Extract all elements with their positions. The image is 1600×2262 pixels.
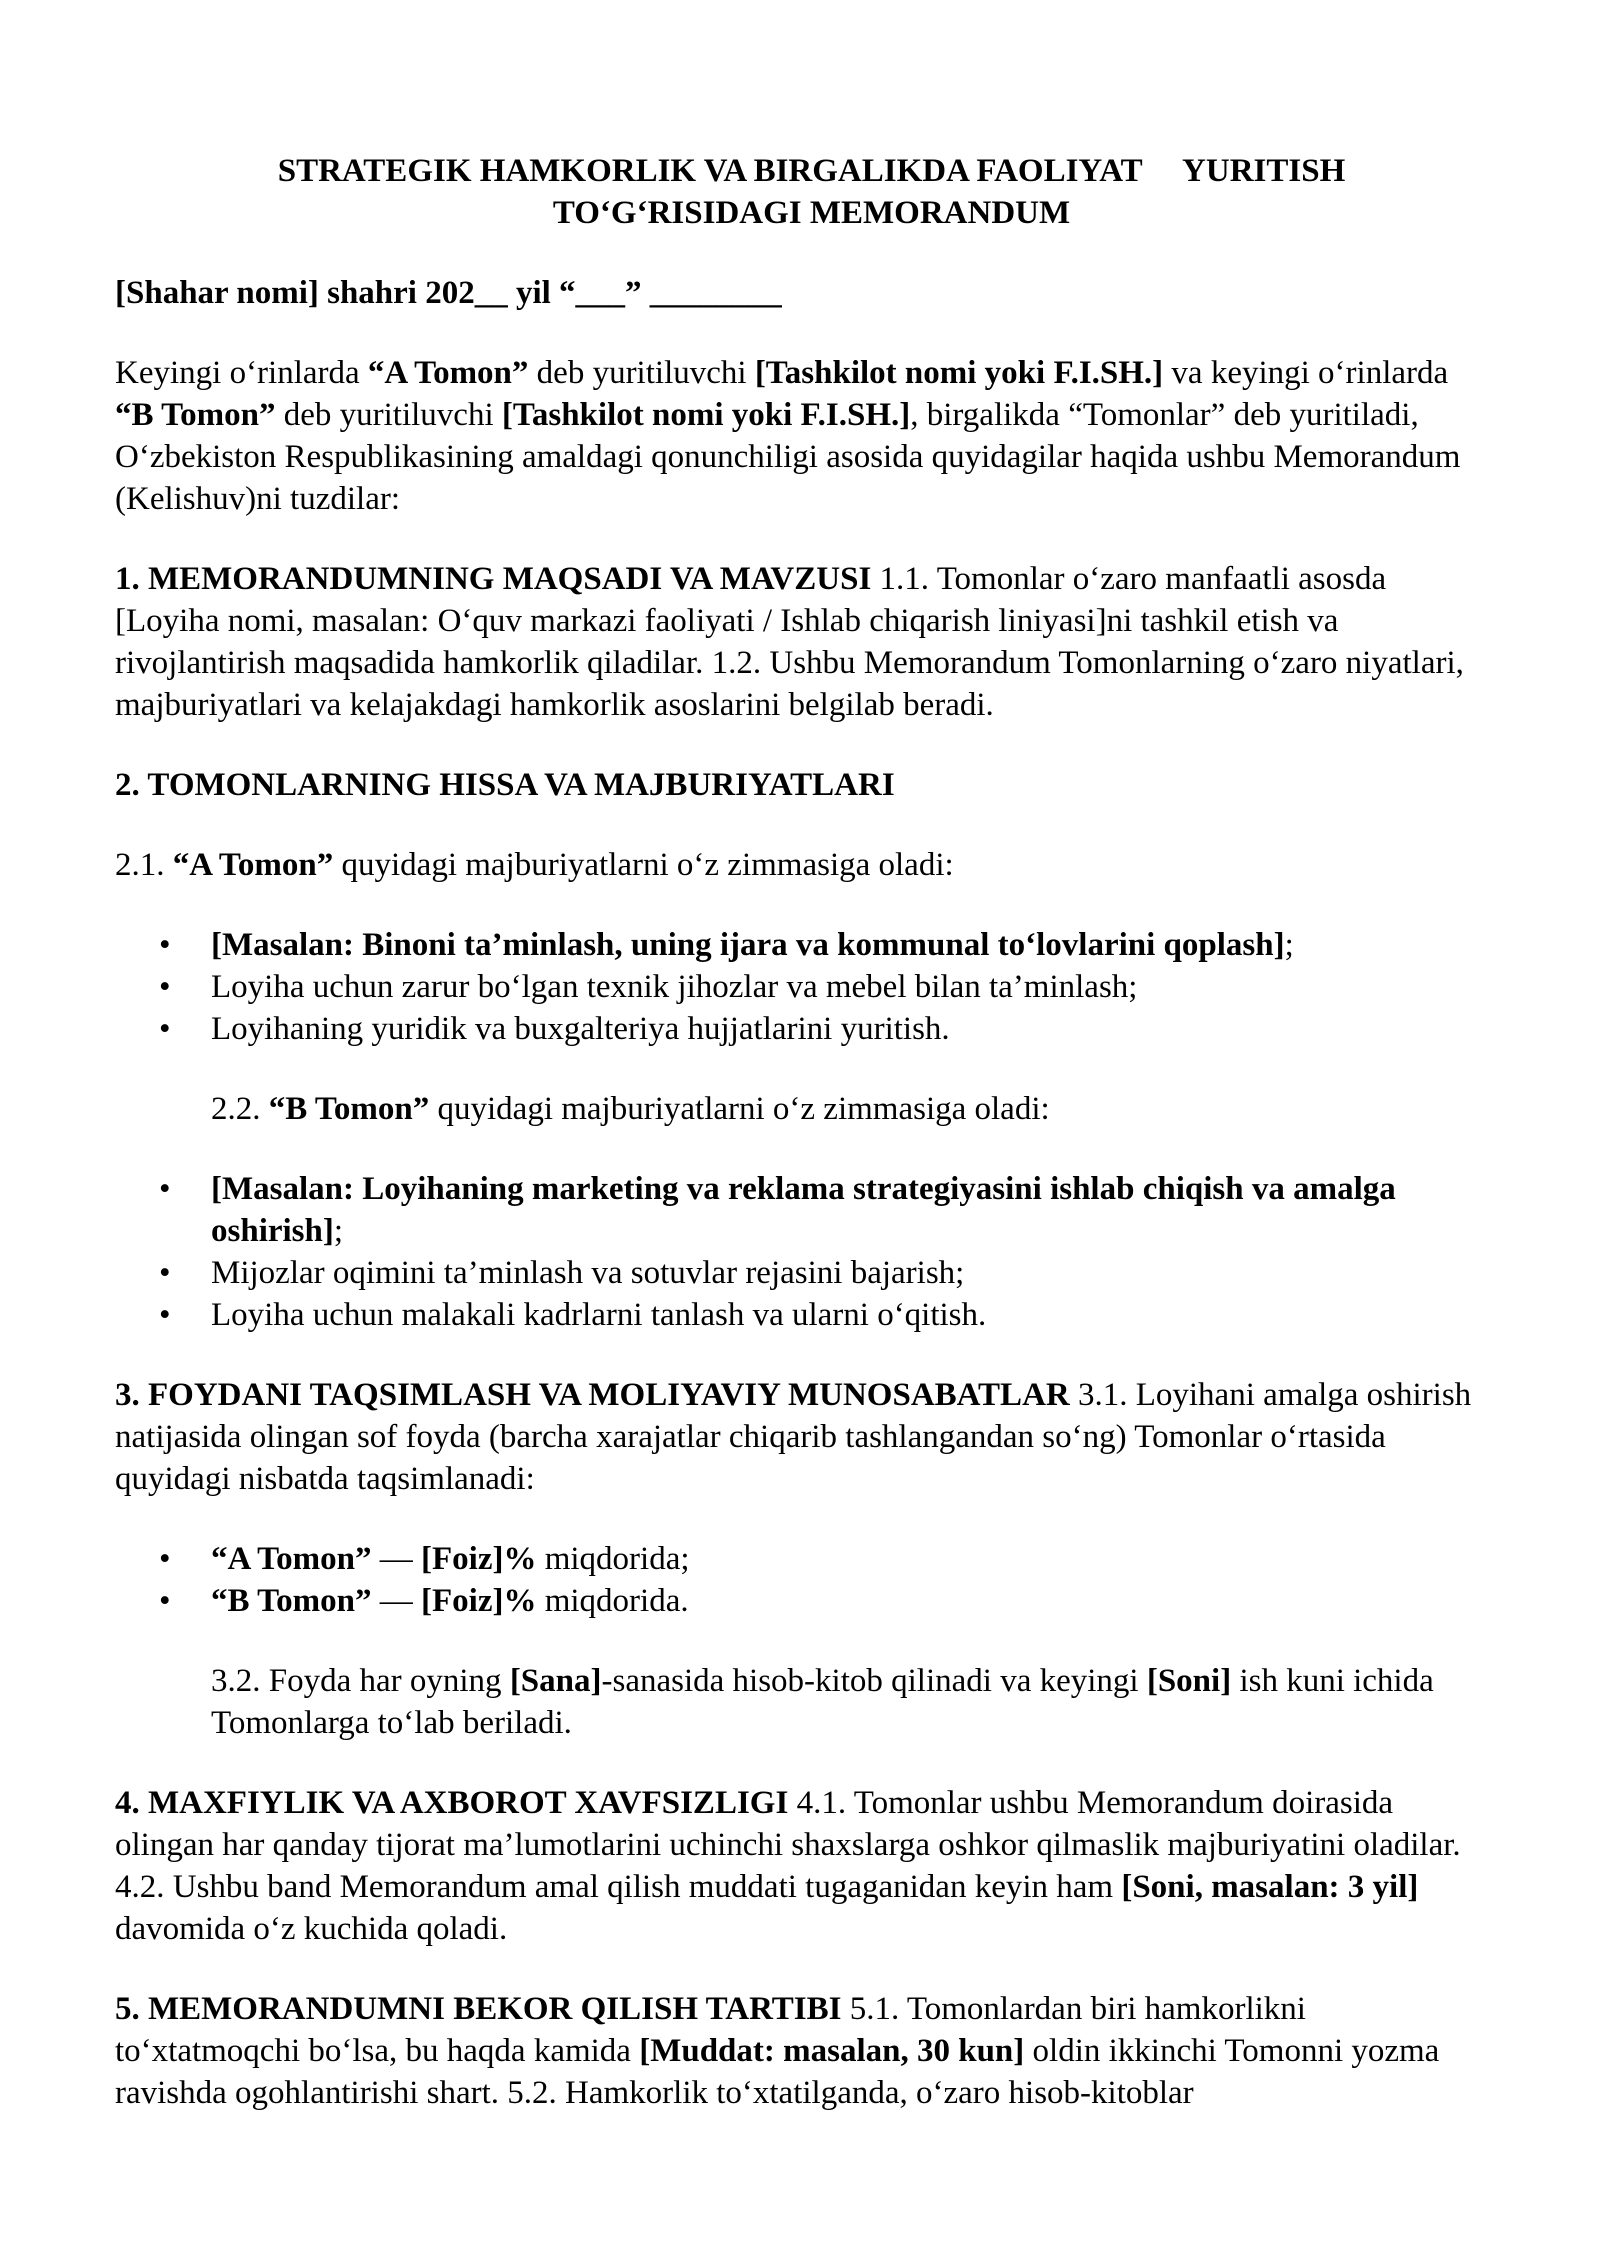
party-b-obligations-list (115, 1168, 1488, 1336)
section-5-text-1: 5.1. Tomonlardan biri hamkorlikni to‘xtatmoqchi bo‘lsa, bu haqda kamida (115, 1991, 1306, 2069)
clause-2-1-number: 2.1. (115, 847, 173, 883)
clause-2-2 (211, 1088, 1488, 1130)
list-item: • Loyihaning yuridik va buxgalteriya hujjatlarini yuritish. (211, 1008, 1488, 1050)
intro-party-a: “A Tomon” (367, 355, 529, 391)
intro-text-3: va keyingi o‘rinlarda (1163, 355, 1449, 391)
share-a-party: “A Tomon” (211, 1541, 372, 1577)
section-1 (115, 558, 1488, 726)
section-1-heading: 1. MEMORANDUMNING MAQSADI VA MAVZUSI (115, 561, 872, 597)
share-a-percent: [Foiz]% (421, 1541, 537, 1577)
party-a-obligations-list (115, 924, 1488, 1050)
clause-2-1-party: “A Tomon” (172, 847, 334, 883)
clause-3-2-text-2: -sanasida hisob-kitob qilinadi va keyingi (601, 1663, 1147, 1699)
clause-2-1-text: quyidagi majburiyatlarni o‘z zimmasiga oladi: (333, 847, 954, 883)
section-4-text-2: davomida o‘z kuchida qoladi. (115, 1911, 508, 1947)
intro-text-5: , birgalikda “Tomonlar” deb yuritiladi, O‘zbekiston Respublikasining amaldagi qonunchiligi asosida quyidagilar haqida ushbu Memorandum (Kelishuv)ni tuzdilar: (115, 397, 1461, 517)
profit-share-list (115, 1538, 1488, 1622)
intro-text-2: deb yuritiluvchi (528, 355, 755, 391)
section-5-notice-period: [Muddat: masalan, 30 kun] (639, 2033, 1025, 2069)
intro-text-4: deb yuritiluvchi (275, 397, 502, 433)
intro-text-1: Keyingi o‘rinlarda (115, 355, 368, 391)
party-a-item-1-bold: [Masalan: Binoni ta’minlash, uning ijara va kommunal to‘lovlarini qoplash] (211, 927, 1285, 963)
title-line-1: STRATEGIK HAMKORLIK VA BIRGALIKDA FAOLIYAT YURITISH (277, 153, 1346, 189)
document-title (115, 150, 1488, 234)
section-2-heading-text: 2. TOMONLARNING HISSA VA MAJBURIYATLARI (115, 767, 895, 803)
share-a-tail: miqdorida; (536, 1541, 690, 1577)
intro-org-a: [Tashkilot nomi yoki F.I.SH.] (754, 355, 1164, 391)
party-b-item-1-bold: [Masalan: Loyihaning marketing va reklama strategiyasini ishlab chiqish va amalga oshirish] (211, 1171, 1396, 1249)
list-item (211, 1580, 1488, 1622)
party-a-item-1-tail: ; (1284, 927, 1294, 963)
party-b-item-1-tail: ; (333, 1213, 344, 1249)
title-line-2: TO‘G‘RISIDAGI MEMORANDUM (552, 195, 1071, 231)
share-b-party: “B Tomon” (211, 1583, 372, 1619)
list-item: • Loyiha uchun zarur bo‘lgan texnik jihozlar va mebel bilan ta’minlash; (211, 966, 1488, 1008)
section-5-heading: 5. MEMORANDUMNI BEKOR QILISH TARTIBI (115, 1991, 842, 2027)
section-5 (115, 1988, 1488, 2114)
section-5-text-2: oldin ikkinchi Tomonni yozma ravishda ogohlantirishi shart. 5.2. Hamkorlik to‘xtatilganda, o‘zaro hisob-kitoblar (115, 2033, 1440, 2111)
clause-3-2-text-3: ish kuni ichida Tomonlarga to‘lab beriladi. (211, 1663, 1434, 1741)
section-4-period: [Soni, masalan: 3 yil] (1121, 1869, 1419, 1905)
clause-2-2-party: “B Tomon” (268, 1091, 430, 1127)
place-date-line: [Shahar nomi] shahri 202__ yil “___” ________ (115, 275, 782, 311)
intro-org-b: [Tashkilot nomi yoki F.I.SH.] (501, 397, 911, 433)
clause-3-2 (211, 1660, 1488, 1744)
clause-3-2-date: [Sana] (509, 1663, 602, 1699)
section-1-text: 1.1. Tomonlar o‘zaro manfaatli asosda [Loyiha nomi, masalan: O‘quv markazi faoliyati / Ishlab chiqarish liniyasi]ni tashkil etish va rivojlantirish maqsadida hamkorlik qiladilar. 1.2. Ushbu Memorandum Tomonlarning o‘zaro niyatlari, majburiyatlari va kelajakdagi hamkorlik asoslarini belgilab beradi. (115, 561, 1464, 723)
section-4-text-1: 4.1. Tomonlar ushbu Memorandum doirasida olingan har qanday tijorat ma’lumotlarini uchinchi shaxslarga oshkor qilmaslik majburiyatini oladilar. 4.2. Ushbu band Memorandum amal qilish muddati tugaganidan keyin ham (115, 1785, 1461, 1905)
clause-2-2-text: quyidagi majburiyatlarni o‘z zimmasiga oladi: (429, 1091, 1050, 1127)
section-4-heading: 4. MAXFIYLIK VA AXBOROT XAVFSIZLIGI (115, 1785, 789, 1821)
share-b-tail: miqdorida. (536, 1583, 689, 1619)
intro-paragraph (115, 352, 1488, 520)
list-item: • Mijozlar oqimini ta’minlash va sotuvlar rejasini bajarish; (211, 1252, 1488, 1294)
section-2-heading (115, 764, 1488, 806)
list-item (211, 1538, 1488, 1580)
share-a-dash: — (371, 1541, 421, 1577)
intro-party-b: “B Tomon” (115, 397, 276, 433)
clause-2-2-number: 2.2. (211, 1091, 269, 1127)
share-b-percent: [Foiz]% (421, 1583, 537, 1619)
section-3-text: 3.1. Loyihani amalga oshirish natijasida olingan sof foyda (barcha xarajatlar chiqarib tashlangandan so‘ng) Tomonlar o‘rtasida quyidagi nisbatda taqsimlanadi: (115, 1377, 1472, 1497)
list-item: • Loyiha uchun malakali kadrlarni tanlash va ularni o‘qitish. (211, 1294, 1488, 1336)
share-b-dash: — (371, 1583, 421, 1619)
list-item (211, 924, 1488, 966)
clause-3-2-count: [Soni] (1146, 1663, 1232, 1699)
section-3 (115, 1374, 1488, 1500)
clause-3-2-text-1: 3.2. Foyda har oyning (211, 1663, 510, 1699)
list-item (211, 1168, 1488, 1252)
clause-2-1 (115, 844, 1488, 886)
section-3-heading: 3. FOYDANI TAQSIMLASH VA MOLIYAVIY MUNOSABATLAR (115, 1377, 1070, 1413)
section-4 (115, 1782, 1488, 1950)
